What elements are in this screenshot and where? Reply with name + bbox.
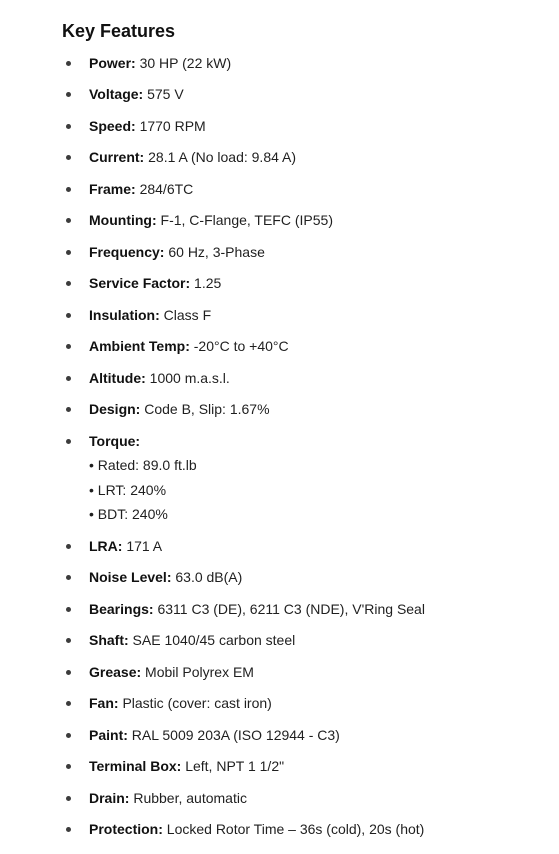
- feature-item-speed: [0, 114, 559, 138]
- feature-label: Power:: [89, 55, 136, 71]
- bullet-icon: [66, 701, 71, 706]
- feature-value: Class F: [159, 307, 212, 323]
- bullet-icon: [66, 733, 71, 738]
- bullet-icon: [66, 544, 71, 549]
- feature-value: 63.0 dB(A): [171, 569, 243, 585]
- bullet-icon: [66, 155, 71, 160]
- feature-label: Mounting:: [89, 212, 157, 228]
- bullet-icon: [66, 124, 71, 129]
- feature-item-ambient-temp: [0, 334, 559, 358]
- feature-label: Protection:: [89, 821, 163, 837]
- feature-value: 6311 C3 (DE), 6211 C3 (NDE), V'Ring Seal: [153, 601, 425, 617]
- bullet-icon: [66, 407, 71, 412]
- bullet-icon: [66, 250, 71, 255]
- torque-detail-rated: • Rated: 89.0 ft.lb: [89, 457, 197, 473]
- feature-value: Rubber, automatic: [129, 790, 247, 806]
- feature-item-insulation: [0, 303, 559, 327]
- feature-value: 28.1 A (No load: 9.84 A): [144, 149, 297, 165]
- bullet-icon: [66, 670, 71, 675]
- feature-item-bearings: [0, 597, 559, 621]
- feature-label: Service Factor:: [89, 275, 191, 291]
- feature-item-design: [0, 397, 559, 421]
- feature-label: Design:: [89, 401, 141, 417]
- bullet-icon: [66, 187, 71, 192]
- bullet-icon: [66, 575, 71, 580]
- bullet-icon: [66, 764, 71, 769]
- feature-value: 284/6TC: [135, 181, 194, 197]
- feature-value: Plastic (cover: cast iron): [118, 695, 272, 711]
- feature-label: Current:: [89, 149, 145, 165]
- feature-value: 1000 m.a.s.l.: [145, 370, 230, 386]
- feature-label: Grease:: [89, 664, 142, 680]
- feature-value: Locked Rotor Time – 36s (cold), 20s (hot): [162, 821, 425, 837]
- feature-item-torque: [0, 429, 559, 453]
- feature-label: Voltage:: [89, 86, 144, 102]
- bullet-icon: [66, 638, 71, 643]
- feature-value: 1.25: [190, 275, 222, 291]
- feature-item-power: [0, 51, 559, 75]
- feature-label: LRA:: [89, 538, 123, 554]
- feature-item-paint: [0, 723, 559, 747]
- feature-value: RAL 5009 203A (ISO 12944 - C3): [127, 727, 340, 743]
- feature-value: SAE 1040/45 carbon steel: [128, 632, 296, 648]
- bullet-icon: [66, 439, 71, 444]
- feature-value: 60 Hz, 3-Phase: [164, 244, 265, 260]
- feature-item-frame: [0, 177, 559, 201]
- bullet-icon: [66, 218, 71, 223]
- feature-item-shaft: [0, 628, 559, 652]
- bullet-icon: [66, 827, 71, 832]
- bullet-icon: [66, 344, 71, 349]
- feature-value: Code B, Slip: 1.67%: [140, 401, 270, 417]
- feature-item-terminal-box: [0, 754, 559, 778]
- feature-label: Paint:: [89, 727, 128, 743]
- feature-value: 1770 RPM: [135, 118, 206, 134]
- feature-label: Insulation:: [89, 307, 160, 323]
- feature-label: Torque:: [89, 433, 141, 449]
- torque-detail-bdt: • BDT: 240%: [89, 506, 168, 522]
- feature-label: Terminal Box:: [89, 758, 182, 774]
- feature-item-current: [0, 145, 559, 169]
- bullet-icon: [66, 376, 71, 381]
- feature-label: Shaft:: [89, 632, 129, 648]
- feature-label: Speed:: [89, 118, 136, 134]
- feature-label: Noise Level:: [89, 569, 172, 585]
- feature-item-fan: [0, 691, 559, 715]
- feature-label: Frequency:: [89, 244, 165, 260]
- feature-label: Altitude:: [89, 370, 146, 386]
- feature-item-noise-level: [0, 565, 559, 589]
- feature-item-altitude: [0, 366, 559, 390]
- feature-item-mounting: [0, 208, 559, 232]
- bullet-icon: [66, 61, 71, 66]
- feature-value: Left, NPT 1 1/2": [181, 758, 285, 774]
- feature-value: F-1, C-Flange, TEFC (IP55): [156, 212, 333, 228]
- feature-value: -20°C to +40°C: [189, 338, 289, 354]
- feature-label: Ambient Temp:: [89, 338, 190, 354]
- feature-item-voltage: [0, 82, 559, 106]
- bullet-icon: [66, 313, 71, 318]
- feature-value: 575 V: [143, 86, 184, 102]
- feature-item-drain: [0, 786, 559, 810]
- feature-item-lra: [0, 534, 559, 558]
- feature-value: 30 HP (22 kW): [135, 55, 232, 71]
- feature-item-frequency: [0, 240, 559, 264]
- feature-item-grease: [0, 660, 559, 684]
- torque-detail-lrt: • LRT: 240%: [89, 482, 167, 498]
- feature-value: Mobil Polyrex EM: [141, 664, 254, 680]
- feature-label: Frame:: [89, 181, 136, 197]
- feature-label: Bearings:: [89, 601, 154, 617]
- bullet-icon: [66, 607, 71, 612]
- feature-item-service-factor: [0, 271, 559, 295]
- feature-item-protection: [0, 817, 559, 841]
- section-heading: Key Features: [62, 21, 176, 41]
- feature-label: Fan:: [89, 695, 119, 711]
- bullet-icon: [66, 92, 71, 97]
- feature-value: 171 A: [122, 538, 163, 554]
- feature-label: Drain:: [89, 790, 130, 806]
- bullet-icon: [66, 281, 71, 286]
- bullet-icon: [66, 796, 71, 801]
